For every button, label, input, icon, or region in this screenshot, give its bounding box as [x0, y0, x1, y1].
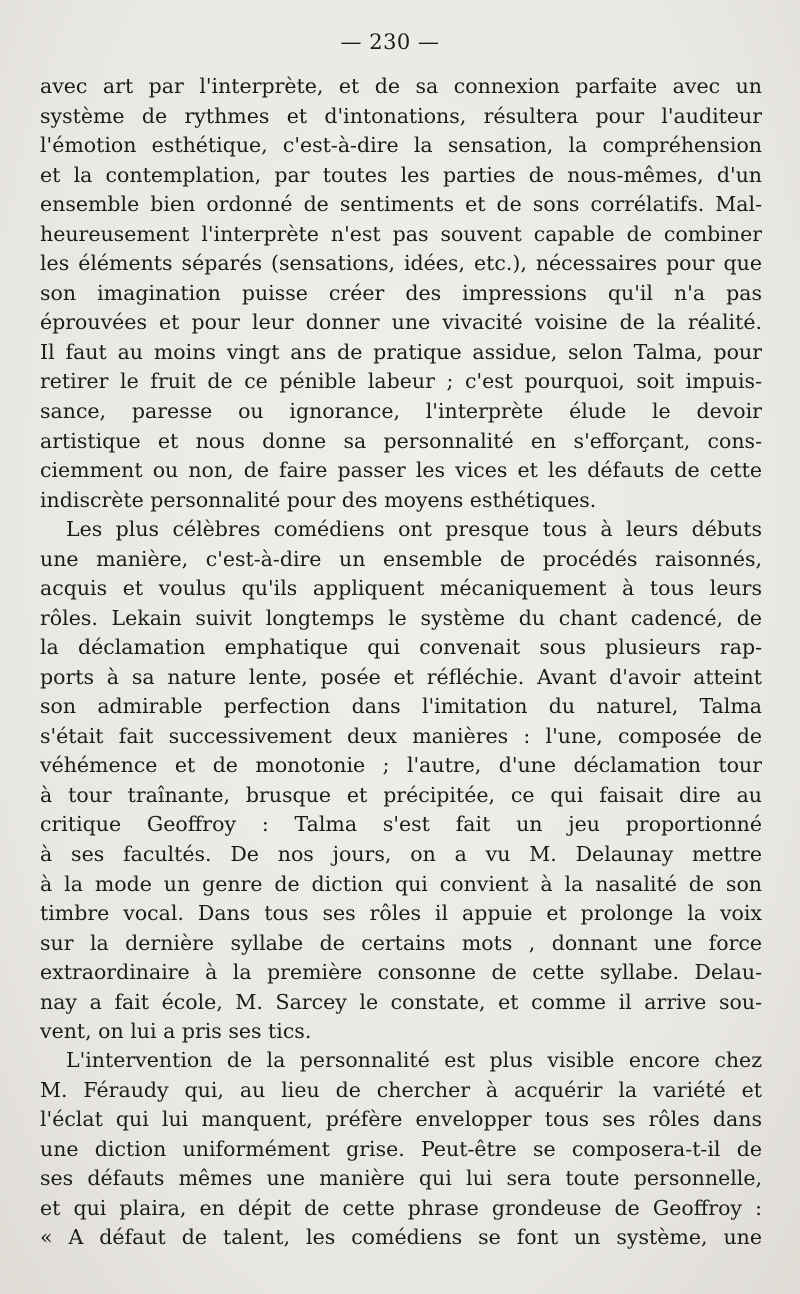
- text-line: ports à sa nature lente, posée et réfléchie. Avant d'avoir atteint: [40, 664, 762, 689]
- text-line: L'intervention de la personnalité est plus visible encore chez: [66, 1048, 762, 1072]
- text-line: ciemment ou non, de faire passer les vices et les défauts de cette: [40, 458, 762, 483]
- text-line: et qui plaira, en dépit de cette phrase grondeuse de Geoffroy :: [40, 1195, 762, 1220]
- text-line: acquis et voulus qu'ils appliquent mécaniquement à tous leurs: [40, 576, 762, 601]
- text-line: s'était fait successivement deux manières : l'une, composée de: [40, 723, 762, 748]
- text-line: une manière, c'est-à-dire un ensemble de procédés raisonnés,: [40, 546, 762, 571]
- text-line: timbre vocal. Dans tous ses rôles il appuie et prolonge la voix: [40, 901, 762, 926]
- text-line: à ses facultés. De nos jours, on a vu M. Delaunay mettre: [40, 842, 762, 867]
- text-line: vent, on lui a pris ses tics.: [40, 1019, 312, 1044]
- text-line: M. Féraudy qui, au lieu de chercher à acquérir la variété et: [40, 1077, 762, 1102]
- text-line: ensemble bien ordonné de sentiments et de sons corrélatifs. Mal-: [40, 192, 762, 217]
- text-line: heureusement l'interprète n'est pas souvent capable de combiner: [40, 221, 762, 246]
- text-line: ses défauts mêmes une manière qui lui sera toute personnelle,: [40, 1166, 762, 1191]
- text-line: l'éclat qui lui manquent, préfère envelopper tous ses rôles dans: [40, 1107, 762, 1132]
- text-line: avec art par l'interprète, et de sa connexion parfaite avec un: [40, 74, 762, 98]
- text-line: Il faut au moins vingt ans de pratique assidue, selon Talma, pour: [40, 339, 762, 364]
- text-line: Les plus célèbres comédiens ont presque tous à leurs débuts: [66, 517, 762, 541]
- text-line: la déclamation emphatique qui convenait sous plusieurs rap-: [40, 635, 762, 660]
- text-line: critique Geoffroy : Talma s'est fait un jeu proportionné: [40, 812, 762, 837]
- text-line: nay a fait école, M. Sarcey le constate, et comme il arrive sou-: [40, 989, 762, 1014]
- text-line: extraordinaire à la première consonne de cette syllabe. Delau-: [40, 960, 762, 985]
- page-number: — 230 —: [340, 30, 440, 54]
- text-line: retirer le fruit de ce pénible labeur ; c'est pourquoi, soit impuis-: [40, 369, 762, 394]
- text-line: à la mode un genre de diction qui convient à la nasalité de son: [40, 871, 762, 896]
- text-line: sance, paresse ou ignorance, l'interprète élude le devoir: [40, 399, 762, 424]
- text-line: système de rythmes et d'intonations, résultera pour l'auditeur: [40, 103, 762, 128]
- text-line: « A défaut de talent, les comédiens se font un système, une: [40, 1225, 762, 1250]
- text-line: véhémence et de monotonie ; l'autre, d'une déclamation tour: [40, 753, 762, 778]
- text-line: une diction uniformément grise. Peut-être se composera-t-il de: [40, 1136, 762, 1161]
- text-line: éprouvées et pour leur donner une vivacité voisine de la réalité.: [40, 310, 762, 335]
- text-line: son imagination puisse créer des impressions qu'il n'a pas: [40, 280, 762, 305]
- text-line: à tour traînante, brusque et précipitée, ce qui faisait dire au: [40, 782, 762, 807]
- text-line: sur la dernière syllabe de certains mots , donnant une force: [40, 930, 762, 955]
- paragraph: [40, 72, 762, 515]
- text-line: rôles. Lekain suivit longtemps le système du chant cadencé, de: [40, 605, 762, 630]
- text-line: l'émotion esthétique, c'est-à-dire la sensation, la compréhension: [40, 133, 762, 158]
- text-line: son admirable perfection dans l'imitation du naturel, Talma: [40, 694, 762, 719]
- text-line: artistique et nous donne sa personnalité en s'efforçant, cons-: [40, 428, 762, 453]
- paragraph: [40, 1046, 762, 1253]
- text-line: indiscrète personnalité pour des moyens esthétiques.: [40, 487, 597, 512]
- text-line: les éléments séparés (sensations, idées, etc.), nécessaires pour que: [40, 251, 762, 276]
- paragraph: [40, 515, 762, 1047]
- text-line: et la contemplation, par toutes les parties de nous-mêmes, d'un: [40, 162, 762, 187]
